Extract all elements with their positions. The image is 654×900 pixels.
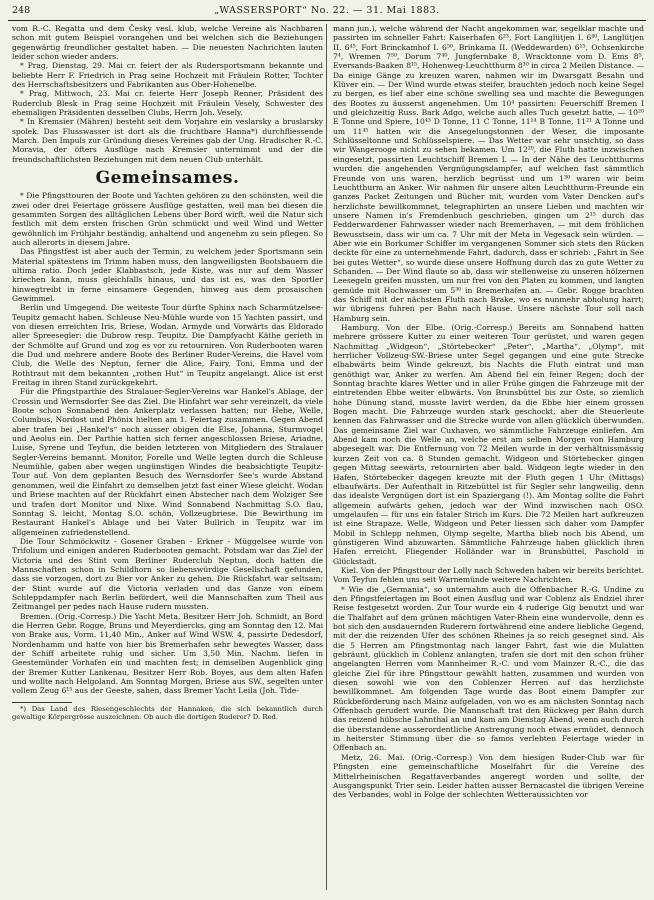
paragraph-kremsier: * In Kremsier (Mähren) besteht seit dem Vorjahre ein veslarsky a bruslarsky spolek. Das Flusswasser ist dort als die fruchtbare Hanna*) durchfliessende March. Den Impuls zur Gründung dieses Vereines gab der Ung. Hradischer R.-C. Moravia, der öfters Ausflüge nach Kremsier unternimmt und der die freundschaftlichsten Beziehungen mit dem neuen Club unterhält.	[12, 117, 323, 164]
paragraph-pfingstfest: Das Pfingstfest ist aber auch der Termin, zu welchem jeder Sportsmann sein Material spätestens im Trimm haben muss, den langweiligsten Bootsbauern die ultima ratio. Doch jeder Klabbastsch, jede Kiste, was nur auf dem Wasser kriechen kann, muss gleichfalls hinaus, und das ist es, was den Sportler hinwegtreibt in ferne einsamere Gegenden, hinweg aus dem prosaischen Gewimmel.	[12, 247, 323, 303]
paragraph-bremen-cont: mann jun.), welche während der Nacht angekommen war, segelklar machte und passirten im schneller Fahrt: Kaiserhafen 6²³, Fort Langlütjen I. 6⁴⁰, Langlütjen II. 6⁴⁵, Fort Brinckamhof I. 6⁵⁰, Brinkama II. (Weddewarden) 6¹⁵, Ochsenkirche 7⁴, Wremen 7⁵⁰, Dorum 7⁴⁰, Jungfernbake 8, Wracktonne vom D. Ems 8⁵, Eversands-Baaken 8¹⁵, Hohenweg-Leuchtthurm 8³⁰ in circa 2 Meilen Distance. — Da einige Gänge zu kreuzen waren, nahmen wir im Dwarsgatt Besahn und Klüver ein. — Der Wind wurde etwas steifer, brauchten jedoch noch keine Segel zu bergen, es lief aber eine schöne swelling sea und machte die Bewegungen des Bootes zu äusserst angenehmen. Um 10⁴ passirten: Feuerschiff Bremen I und gleichzeitig Russ. Bark Adgo, welche auch alles Tuch gesetzt hatte, — 10²⁰ E Tonne und Spiere, 10⁴³ D Tonne, 11 C Tonne, 11¹⁴ B Tonne, 11²¹ A Tonne und um 11⁴⁵ hatten wir die Ansegelungstonnen der Weser, die imposante Schlüsseltonne und Schlüsselspiere. — Das Wetter war sehr unsichtig, so dass wir Wangerooge nicht zu sehen bekamen. Um 12²⁰, die Fluth hatte inzwischen eingesetzt, passirten Leuchtschiff Bremen I. — In der Nähe des Leuchtthurms wurden die angehenden Vergnügungsdampfer, auf welchen fast sämmtlich Freunde von uns waren, herzlich begrüsst und um 1³⁰ waren wir beim Leuchtthurm an Anker. Wir nahmen für unsere alten Leuchtthurm-Freunde ein ganzes Packet Zeitungen und Bücher mit, wurden vom Vater Dencken auf's herzlichste bewillkommnet, telegraphirten an unsere Lieben und machten wir unsere Namen in's Fremdenbuch geschrieben, gingen um 2¹⁵ durch das Fedderwardener Fahrwasser wieder nach Bremerhaven, — mit dem fröhlichen Bewusstsein, dass wir um ca. 7 Uhr mit der Meta in Vegesack sein würden. — Aber wie ein Borkumer Schiffer im vergangenen Sommer sich stets den Rücken deckte für eine zu unternehmende Fahrt, dadurch, dass er schrieb: „Fahrt in See bei gutes Wetter“, so wurde diese unsere Hoffnung durch das zu gute Wetter zu Schanden. — Der Wind flaute so ab, dass wir stellenweise zu unseren hölzernen Leesegeln greifen mussten, um nur frei von den Platen zu kommen, und langten gemüde mit Hochwasser um 5³⁰ in Bremerhafen an. — Gebr. Rogge brachten das Schiff mit der nächsten Fluth nach Brake, wo es nunmehr abholung harrt; wir übrigens fuhren per Bahn nach Hause. Unsere nächste Tour soll nach Hamburg sein.	[333, 24, 644, 323]
right-column	[333, 24, 644, 894]
column-divider	[326, 24, 327, 890]
paragraph-bremen: Bremen. (Orig.-Corresp.) Die Yacht Meta, Besitzer Herr Joh. Schmidt, an Bord die Herren Gebr. Rogge, Bruns und Meyerdiercks, ging am Sonntag den 12. Mai von Brake aus, Vorm. 11,40 Min., Anker auf Wind WSW. 4, passirte Dedesdorf, Nordenhamm und hatte von hier bis Bremerhafen sehr bewegtes Wasser, dass der Schiff arbeitete ruhig und sicher. Um 3,50 Min. Nachm. liefen in Geestemünder Vorhafen ein und machten fest; in demselben Augenblick ging der Bremer Kutter Lankenau, Besitzer Herr Rob. Boyes, aus dem alten Hafen und wollte nach Helgoland. Am Sonntag Morgen, Briese aus SW., segelten unter vollem Zeug 6¹⁵ aus der Geeste, sahen, dass Bremer Yacht Leila (Joh. Tide-	[12, 611, 323, 696]
header-rule	[8, 20, 646, 21]
paragraph-metz: Metz, 26. Mai. (Orig.-Corresp.) Von dem hiesigen Ruder-Club war für Pfingsten eine gemeinschaftliche Moselfahrt für die Vereine des Mittelrheinischen Regattaverbandes angeregt worden und sollte, der Ausgangspunkt Trier sein. Leider hatten ausser Bernacastel die übrigen Vereine des Verbandes, wohl in Folge der schlechten Wetteraussichten vor	[333, 752, 644, 800]
paragraph-stralauer: Für die Pfingstparthie des Stralauer-Segler-Vereins war Hankel's Ablage, der Crossin und Wernsdorfer See das Ziel. Die Hinfahrt war sehr vereinzelt, da viele Boote schon Sonnabend den Ankerplatz verlassen hatten; nur Hebe, Welle, Columbus, Nordost und Phönix hielten am 1. Feiertag zusammen. Gegen Abend aber trafen bei „Hankel's“ noch ausser obigen die Else, Johanna, Sturmvogel und Aeolus ein. Der Parthie hatten sich ferner angeschlossen Briese, Ariadne, Luise, Syrene und Teyfun, die beiden letzteren von Mitgliedern des Stralauer Segler-Vereins bemannt. Monitor, Forelle und Welle legten durch die Schleuse Neumühle, gaben aber wegen ungünstigen Windes die beabsichtigte Teupitz-Tour auf. Von dem geplanten Besuch des Wernsdorfer See's wurde Abstand genommen, weil die Einfahrt zu demselben jetzt fast einer Wiese gleicht. Wodan und Briese machten auf der Rückfahrt einen Abstecher nach dem Wolziger See und trafen dort Monitor und Nixe. Wind Sonnabend Nachmittag S.O. flau, Sonntag S. leicht, Montag S.O. schön, Vollzeugbriese. Die Bewirthung im Restaurant Hankel's Ablage und bei Vater Bullrich in Teupitz war im allgemeinen zufriedenstellend.	[12, 387, 323, 537]
footnote: *) Das Land des Riesengeschlechts der Hannaken, die sich bekanntlich durch gewaltige Körpergrösse auszeichnen. Ob auch die dortigen Ruderer? D. Red.	[12, 704, 323, 721]
paragraph-berlin: Berlin und Umgegend. Die weiteste Tour dürfte Sphinx nach Scharmützelsee-Teupitz gemacht haben. Schleuse Neu-Mühle wurde von 15 Yachten passirt, und von diesen erreichten Iris, Briese, Wodan, Armyde und Vorwärts das Eldorado aller Spreesegler: die Dubrow resp. Teupitz. Die Dampfyacht Käthe gerieth in der Schmölte auf Grund und zog es vor zu retourniren. Von Ruderbooten waren die Dud und mehrere andere Boote des Berliner Ruder-Vereins, die Havel vom Club, die Welle des Neptun, ferner die Alice, Fairy, Toni, Emma und der Rothtraut mit dem bekannten „rothen Hut“ in Teupitz angelangt. Alice ist erst Freitag in ihren Stand zurückgekehrt.	[12, 303, 323, 388]
paragraph-regatta: vom R.-C. Regatta und dem Česky vesl. klub, welche Vereine als Nachbaren schon mit gutem Beispiel vorangehen und bei welchen sich die Beziehungen gegenwärtig freundlicher gestaltet haben. — Die neuesten Nachrichten lauten leider schon wieder anders.	[12, 24, 323, 62]
paragraph-pfingsttouren: * Die Pfingsttouren der Boote und Yachten gehören zu den schönsten, weil die zwei oder drei Feiertage grössere Ausflüge gestatten, weil man bei diesen die gesammten Sorgen des alltäglichen Lebens über Bord wirft, weil die Natur sich festlich mit dem ersten frischen Grün schmückt und weil Wind und Wetter gewöhnlich im Frühjahr beständig, anhaltend und angenehm zu sein pflegen. So auch allerorts in diesem Jahre.	[12, 191, 323, 247]
running-title: „WASSERSPORT“ No. 22. — 31. Mai 1883.	[214, 5, 440, 16]
paragraph-prag-renner: * Prag, Mittwoch, 23. Mai cr. feierte Herr Joseph Renner, Präsident des Ruderclub Blesk in Prag seine Hochzeit mit Fräulein Vesely, Schwester des ehemaligen Präsidenten desselben Clubs, Herrn Joh. Vesely.	[12, 89, 323, 118]
paragraph-prag-friedrich: * Prag, Dienstag, 29. Mai cr. feiert der als Rudersportsmann bekannte und beliebte Herr F. Friedrich in Prag seine Hochzeit mit Fräulein Rotter, Tochter des Herrschaftsbesitzers und Fabrikanten aus Ober-Hohenelbe.	[12, 61, 323, 90]
page-header	[8, 3, 646, 19]
paragraph-kiel: Kiel. Von der Pfingsttour der Lolly nach Schweden haben wir bereits berichtet. Vom Teyfun fehlen uns seit Warnemünde weitere Nachrichten.	[333, 565, 644, 585]
paragraph-germania: * Wie die „Germania“, so unternahm auch die Offenbacher R.-G. Undine zu den Pfingstfeiertagen im Boot einen Ausflug und war Coblenz als Endziel ihrer Reise festgesetzt worden. Zur Tour wurde ein 4 ruderige Gig benutzt und war die Thalfahrt auf dem grünen mächtigen Vater-Rhein eine wundervolle, denn es bot sich den ausdauernden Ruderern fortwährend eine andere liebliche Gegend, mit der die reizenden Ufer des schönen Rheines ja so reich gesegnet sind. Als die 5 Herren am Pfingstmontag nach langer Fahrt, fast wie die Mulatten gebräunt, glücklich in Coblenz anlangten, trafen sie dort mit den schon früher angelangten Herren vom Mannheimer R.-C. und vom Mainzer R.-C., die das gleiche Ziel für ihre Pfingsttour gewählt hatten, zusammen und wurden von diesen sowohl wie von den Coblenzer Herren auf das herzlichste bewillkommnet. Am folgenden Tage wurde das Boot einem Dampfer zur Rückbeförderung nach Mainz aufgeladen, von wo es am nächsten Sonntag nach Offenbach gerudert wurde. Die Mannschaft trat den Rückweg per Bahn durch das reizend hübsche Lahnthal an und kam am Dienstag Abend, wenn auch durch die überstandene ausserordentliche Anstrengung noch etwas ermüdet, dennoch in heiterster Stimmung über die so famos verlebten Feiertage wieder in Offenbach an.	[333, 584, 644, 753]
footnote-rule	[12, 702, 72, 703]
paragraph-schmoeckwitz: Die Tour Schmöckwitz - Gosener Graben - Erkner - Müggelsee wurde von Trifolium und einigen anderen Ruderbooten gemacht. Potsdam war das Ziel der Victoria und des Stint vom Berliner Ruderclub Neptun, doch hatten die Mannschaften schon in Schildhorn so liebenswürdige Gesellschaft gefunden, dass sie vorzogen, dort zu Bier vor Anker zu gehen. Die Rückfahrt war seltsam; der Stint wurde auf die Victoria verladen und das Ganze von einem Schleppdampfer nach Berlin befördert, weil die Mannschaften zum Theil aus Zeitmangel per pedes nach Hause rudern mussten.	[12, 536, 323, 612]
section-title: Gemeinsames.	[95, 168, 240, 189]
page-number: 248	[12, 5, 31, 16]
left-column	[12, 24, 323, 894]
paragraph-hamburg: Hamburg. Von der Elbe. (Orig.-Corresp.) Bereits am Sonnabend hatten mehrere grössere Kutter zu einer weiteren Tour gerüstet, und waren gegen Nachmittag „Widgeon“, „Störtebecker“ „Peter“, „Martha“, „Olymp“, mit herrlicher Vollzeug-SW.-Briese unter Segel gegangen und eine gute Strecke elbabwärts beim Winde gekreuzt, bis Nachts die Fluth eintrat und man genöthigt war, Anker zu werfen. Am Abend fiel ein feiner Regen; doch der Sonntag brachte klares Wetter und in aller Frühe gingen die Fahrzeuge mit der eintretenden Ebbe weiter elbwärts. Von Brunsbüttel bis zur Oste, so ziemlich hohe Dünung stand, musste lavirt werden, da die Ebbe hier einem grossen Bogen macht. Die Fahrzeuge wurden stark geschockt, aber die Steuerleute kennen das Fahrwasser und die Strecke wurde von allen glücklich überwunden. Das gemeinsame Ziel war Cuxhaven, wo sämmtliche Fahrzeuge einliefen. Am Abend kam noch die Welle an, welche erst am selben Morgen von Hamburg abgesegelt war. Die Entfernung von 72 Meilen wurde in der verhältnissmässig kurzen Zeit von ca. 8 Stunden gemacht. Widgeon und Störtebecker gingen gegen Mittag seewärts, retournirten aber bald. Widgeon legte wieder in den Hafen, Störtebecker dagegen kreuzte mit der Fluth gegen 1 Uhr (Mittags) elbaufwärts. Der Aufenthalt in Ritzebüttel ist für Segler sehr langweilig, denn das idealste Vergnügen dort ist ein Spaziergang (!). Am Montag sollte die Fahrt allgemein aufwärts gehen, jedoch war der Wind inzwischen nach OSO. umgelaufen — für uns ein fataler Strich im Kurs. Die 72 Meilen hart aufkreuzen ist eine Strapaze. Welle, Widgeon und Peter liessen sich daher vom Dampfer Mobil in Schlepp nehmen, Olymp segelte, Martha blieb noch bis Abend, um günstigeren Wind abzuwarten. Sämmtliche Fahrzeuge haben glücklich ihren Hafen erreicht. Fliegender Holländer war in Brunsbüttel, Paschold in Glückstadt.	[333, 323, 644, 566]
